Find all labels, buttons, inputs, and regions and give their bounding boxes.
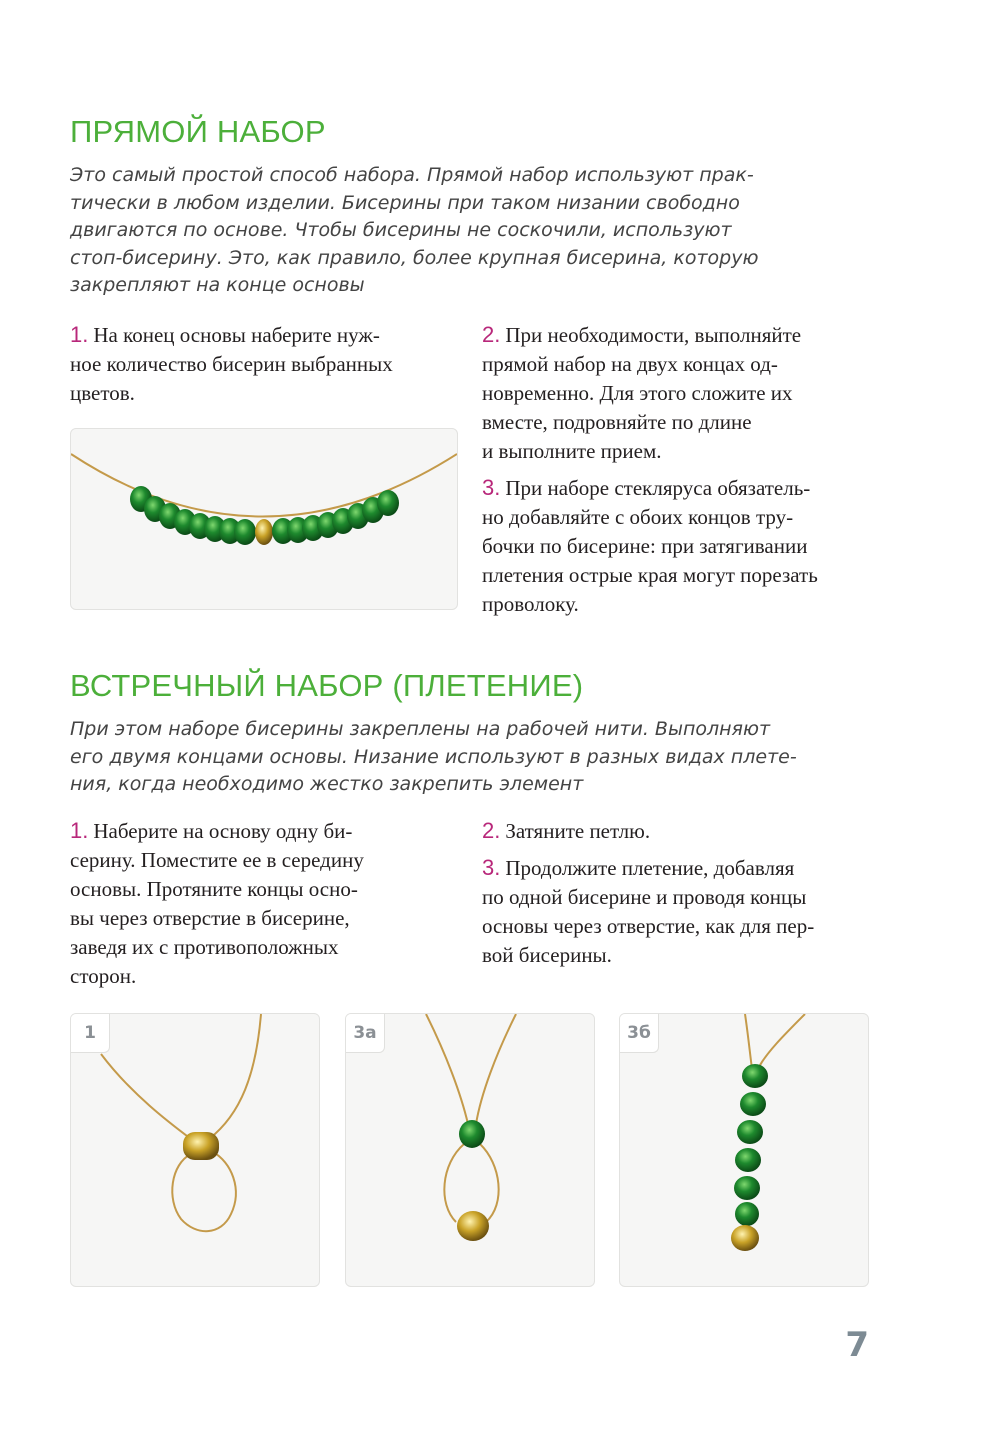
photo-label: 1: [71, 1014, 110, 1053]
photo-label: 3а: [346, 1014, 385, 1053]
steps-right: [482, 816, 882, 977]
section-title: ПРЯМОЙ НАБОР: [70, 114, 326, 149]
step: 1. Наберите на основу одну би- серину. Поместите ее в середину основы. Протяните концы осно- вы через отверстие в бисерине, заведя их с противоположных сторон.: [70, 818, 364, 988]
step: 3. При наборе стекляруса обязатель- но добавляйте с обоих концов тру- бочки по бисерине: при затягивании плетения острые края могут порезать проволоку.: [482, 475, 818, 616]
step-number: 2.: [482, 818, 501, 843]
photo-step-3a: [345, 1013, 595, 1287]
steps-left: [70, 816, 460, 998]
step: 2. Затяните петлю.: [482, 818, 651, 843]
loop-one-bead-illustration: [71, 1014, 319, 1286]
step: 1. На конец основы наберите нуж- ное количество бисерин выбранных цветов.: [70, 322, 393, 405]
step-number: 1.: [70, 322, 89, 347]
step-number: 3.: [482, 475, 501, 500]
section-intro: При этом наборе бисерины закреплены на рабочей нити. Выполняют его двумя концами основы. Низание используют в разных видах плете- ния, когда необходимо жестко закрепить элемент: [70, 718, 797, 795]
section-title: ВСТРЕЧНЫЙ НАБОР (ПЛЕТЕНИЕ): [70, 668, 584, 703]
beads-illustration: [71, 429, 457, 609]
steps-left: [70, 320, 460, 415]
photo-label: 3б: [620, 1014, 659, 1053]
photo-beads-straight: [70, 428, 458, 610]
page-number: 7: [845, 1325, 869, 1365]
photo-step-1: [70, 1013, 320, 1287]
step-number: 1.: [70, 818, 89, 843]
step-number: 3.: [482, 855, 501, 880]
steps-right: [482, 320, 882, 626]
section-intro: Это самый простой способ набора. Прямой набор используют прак- тически в любом изделии. Бисерины при таком низании свободно двигаются по основе. Чтобы бисерины не соскочили, используют стоп-бисерину. Это, как правило, более крупная бисерина, которую закрепляют на конце основы: [70, 164, 759, 296]
loop-two-beads-illustration: [346, 1014, 594, 1286]
photo-step-3b: [619, 1013, 869, 1287]
bead-chain-illustration: [620, 1014, 868, 1286]
step: 3. Продолжите плетение, добавляя по одной бисерине и проводя концы основы через отверстие, как для пер- вой бисерины.: [482, 855, 815, 967]
step-number: 2.: [482, 322, 501, 347]
step: 2. При необходимости, выполняйте прямой набор на двух концах од- новременно. Для этого сложите их вместе, подровняйте по длине и выполните прием.: [482, 322, 802, 463]
